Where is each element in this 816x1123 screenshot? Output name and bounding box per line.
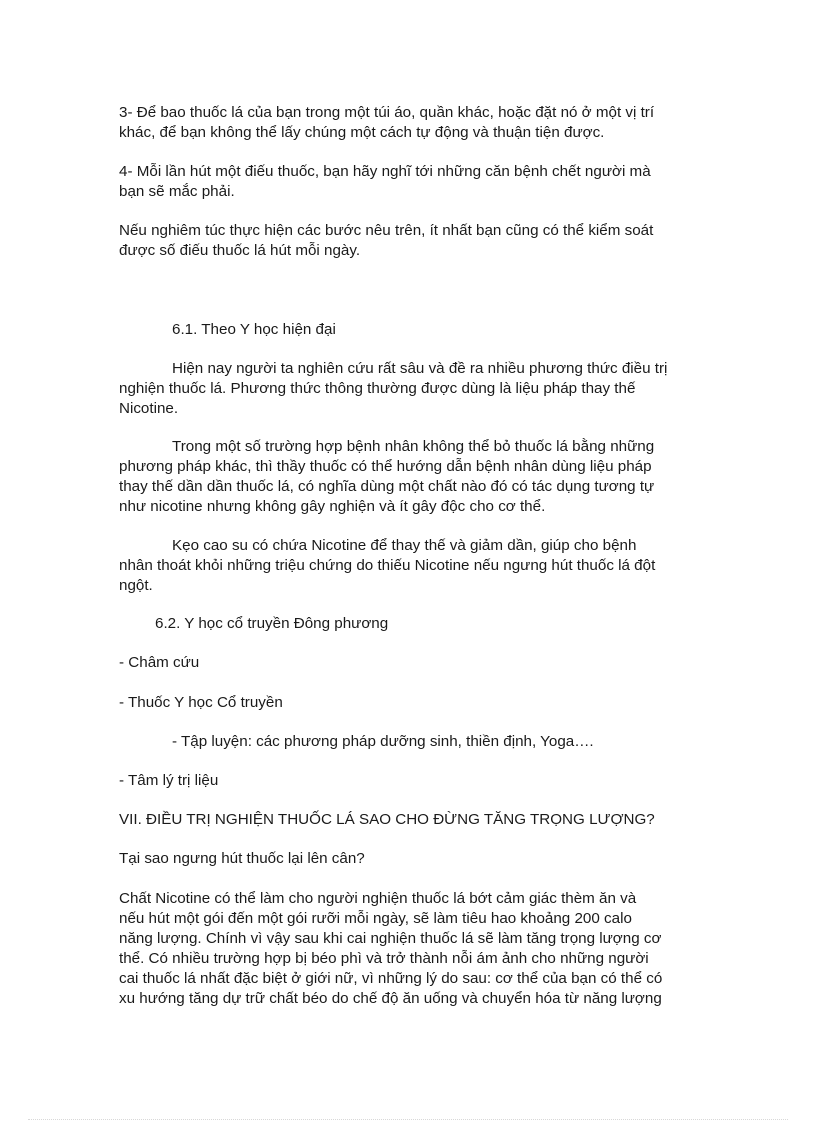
text-line: - Tập luyện: các phương pháp dưỡng sinh, thiền định, Yoga…. — [172, 733, 594, 750]
text-line: 3- Để bao thuốc lá của bạn trong một túi áo, quần khác, hoặc đặt nó ở một vị trí — [119, 104, 655, 121]
text-line: cai thuốc lá nhất đặc biệt ở giới nữ, vì những lý do sau: cơ thể của bạn có thể có — [119, 970, 663, 987]
text-line: như nicotine nhưng không gây nghiện và ít gây độc cho cơ thể. — [119, 498, 546, 515]
list-item-psychotherapy — [119, 771, 704, 791]
list-item-acupuncture — [119, 653, 704, 673]
list-item-traditional-medicine — [119, 693, 704, 713]
page-footer-divider — [28, 1119, 788, 1120]
question-heading — [119, 849, 704, 869]
text-line: - Châm cứu — [119, 654, 200, 671]
paragraph-replacement-therapy — [119, 437, 704, 517]
text-line: Hiện nay người ta nghiên cứu rất sâu và đề ra nhiều phương thức điều trị — [172, 360, 668, 377]
text-line: Trong một số trường hợp bệnh nhân không thể bỏ thuốc lá bằng những — [172, 438, 655, 455]
paragraph-step-4 — [119, 162, 704, 202]
paragraph-modern-medicine — [119, 359, 704, 419]
text-line: Nicotine. — [119, 400, 179, 417]
section-heading-vii — [119, 810, 704, 830]
text-line: khác, để bạn không thể lấy chúng một cách tự động và thuận tiện được. — [119, 124, 605, 141]
paragraph-summary — [119, 221, 704, 261]
text-line: Tại sao ngưng hút thuốc lại lên cân? — [119, 850, 365, 867]
section-heading-6-2 — [155, 614, 740, 634]
text-line: - Tâm lý trị liệu — [119, 772, 219, 789]
text-line: phương pháp khác, thì thầy thuốc có thể hướng dẫn bệnh nhân dùng liệu pháp — [119, 458, 652, 475]
text-line: 4- Mỗi lần hút một điếu thuốc, bạn hãy nghĩ tới những căn bệnh chết người mà — [119, 163, 651, 180]
section-heading-6-1 — [172, 320, 757, 340]
text-line: nếu hút một gói đến một gói rưỡi mỗi ngày, sẽ làm tiêu hao khoảng 200 calo — [119, 910, 632, 927]
text-line: ngột. — [119, 577, 153, 594]
text-line: nhân thoát khỏi những triệu chứng do thiếu Nicotine nếu ngưng hút thuốc lá đột — [119, 557, 656, 574]
text-line: được số điếu thuốc lá hút mỗi ngày. — [119, 242, 361, 259]
text-line: Chất Nicotine có thể làm cho người nghiện thuốc lá bớt cảm giác thèm ăn và — [119, 890, 637, 907]
text-line: bạn sẽ mắc phải. — [119, 183, 235, 200]
text-line: thay thế dần dần thuốc lá, có nghĩa dùng một chất nào đó có tác dụng tương tự — [119, 478, 655, 495]
text-line: - Thuốc Y học Cổ truyền — [119, 694, 283, 711]
heading-text: 6.2. Y học cổ truyền Đông phương — [155, 615, 389, 632]
paragraph-nicotine-gum — [119, 536, 704, 596]
text-line: nghiện thuốc lá. Phương thức thông thường được dùng là liệu pháp thay thế — [119, 380, 636, 397]
text-line: năng lượng. Chính vì vậy sau khi cai nghiện thuốc lá sẽ làm tăng trọng lượng cơ — [119, 930, 662, 947]
paragraph-weight-gain — [119, 889, 704, 1009]
paragraph-step-3 — [119, 103, 704, 143]
text-line: Nếu nghiêm túc thực hiện các bước nêu trên, ít nhất bạn cũng có thể kiểm soát — [119, 222, 654, 239]
text-line: xu hướng tăng dự trữ chất béo do chế độ ăn uống và chuyển hóa từ năng lượng — [119, 990, 662, 1007]
text-line: Kẹo cao su có chứa Nicotine để thay thế và giảm dần, giúp cho bệnh — [172, 537, 637, 554]
heading-text: 6.1. Theo Y học hiện đại — [172, 321, 336, 338]
text-line: thể. Có nhiều trường hợp bị béo phì và trở thành nỗi ám ảnh cho những người — [119, 950, 649, 967]
heading-text: VII. ĐIỀU TRỊ NGHIỆN THUỐC LÁ SAO CHO ĐỪNG TĂNG TRỌNG LƯỢNG? — [119, 811, 655, 828]
list-item-exercise — [172, 732, 757, 752]
